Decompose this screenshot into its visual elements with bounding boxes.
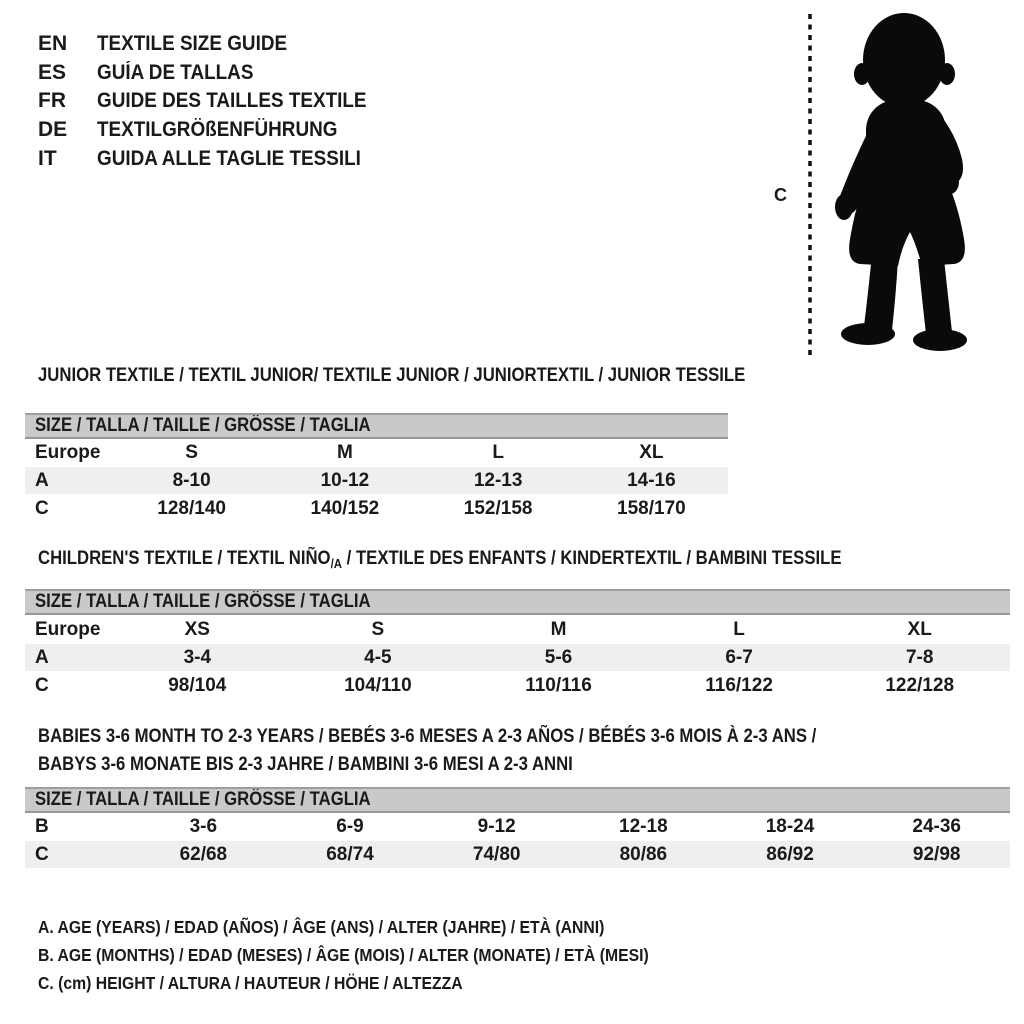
lang-title: GUÍA DE TALLAS	[97, 60, 254, 84]
lang-code: ES	[38, 60, 67, 84]
height-cell: 74/80	[472, 843, 521, 865]
lang-code: IT	[38, 146, 57, 170]
legend-line-a	[38, 913, 717, 941]
lang-code: EN	[38, 32, 68, 56]
row-label: A	[35, 469, 49, 491]
row-label: C	[35, 497, 49, 519]
table-row-age	[25, 467, 728, 494]
lang-row-es	[38, 59, 396, 88]
row-label: B	[35, 816, 49, 837]
babies-section-title-line2	[38, 754, 646, 776]
height-cell: 68/74	[326, 843, 374, 865]
lang-row-en	[38, 30, 396, 59]
junior-section-title-text: JUNIOR TEXTILE / TEXTIL JUNIOR/ TEXTILE JUNIOR / JUNIORTEXTIL / JUNIOR TESSILE	[38, 365, 746, 386]
babies-section-title-line1	[38, 726, 922, 748]
height-cell: 98/104	[168, 674, 227, 696]
table-row-height	[25, 494, 728, 523]
children-section-title	[38, 548, 951, 571]
height-cell: 62/68	[179, 843, 228, 865]
height-cell: 92/98	[912, 843, 961, 865]
lang-row-fr	[38, 87, 396, 116]
row-label: Europe	[35, 618, 101, 640]
size-cell: L	[492, 442, 504, 463]
lang-title: TEXTILE SIZE GUIDE	[97, 32, 288, 56]
height-cell: 158/170	[617, 497, 686, 519]
size-cell: XL	[907, 618, 932, 640]
size-header-label: SIZE / TALLA / TAILLE / GRÖSSE / TAGLIA	[35, 591, 371, 612]
row-label: C	[35, 843, 49, 865]
legend-line-b	[38, 941, 717, 969]
table-row-europe	[25, 439, 728, 467]
language-title-block	[38, 30, 396, 173]
legend-text: B. AGE (MONTHS) / EDAD (MESES) / ÂGE (MOIS) / ALTER (MONATE) / ETÀ (MESI)	[38, 944, 649, 965]
table-row-europe	[25, 615, 1010, 644]
height-cell: 140/152	[310, 497, 380, 519]
age-cell: 7-8	[905, 646, 934, 668]
age-cell: 14-16	[627, 469, 676, 491]
age-cell: 10-12	[320, 469, 370, 491]
table-row-height	[25, 671, 1010, 700]
age-cell: 3-4	[183, 646, 212, 668]
size-cell: M	[336, 442, 353, 463]
height-cell: 86/92	[766, 843, 814, 865]
lang-title: GUIDA ALLE TAGLIE TESSILI	[97, 146, 361, 170]
table-row-months	[25, 813, 1010, 841]
age-cell: 6-7	[725, 646, 753, 668]
size-header-row	[25, 413, 728, 439]
lang-row-de	[38, 116, 396, 145]
months-cell: 6-9	[336, 816, 364, 837]
height-cell: 128/140	[157, 497, 226, 519]
children-title-sub: /A	[330, 556, 343, 571]
age-cell: 12-13	[473, 469, 523, 491]
size-header-label: SIZE / TALLA / TAILLE / GRÖSSE / TAGLIA	[35, 789, 371, 810]
months-cell: 18-24	[765, 816, 815, 837]
lang-code: DE	[38, 118, 68, 142]
size-header-row	[25, 787, 1010, 813]
legend-text: C. (cm) HEIGHT / ALTURA / HAUTEUR / HÖHE / ALTEZZA	[38, 972, 463, 993]
row-label: Europe	[35, 442, 101, 463]
children-section-title-text	[38, 548, 841, 571]
months-cell: 12-18	[619, 816, 668, 837]
size-cell: M	[550, 618, 567, 640]
babies-title-line2-text: BABYS 3-6 MONATE BIS 2-3 JAHRE / BAMBINI 3-6 MESI A 2-3 ANNI	[38, 754, 573, 775]
babies-size-table	[25, 787, 1010, 868]
size-cell: S	[371, 618, 385, 640]
age-cell: 8-10	[172, 469, 211, 491]
children-size-table	[25, 589, 1010, 700]
lang-code: FR	[38, 89, 66, 113]
age-cell: 5-6	[544, 646, 573, 668]
row-label: A	[35, 646, 49, 668]
size-header-row	[25, 589, 1010, 615]
months-cell: 9-12	[477, 816, 516, 837]
measurement-legend	[38, 913, 717, 997]
toddler-silhouette-icon	[826, 4, 996, 360]
lang-title: GUIDE DES TAILLES TEXTILE	[97, 89, 367, 113]
height-cell: 80/86	[619, 843, 668, 865]
height-measure-dotted-line	[807, 14, 813, 365]
size-cell: S	[185, 442, 198, 463]
height-cell: 122/128	[885, 674, 955, 696]
age-cell: 4-5	[364, 646, 392, 668]
size-cell: XL	[639, 442, 664, 463]
size-header-label: SIZE / TALLA / TAILLE / GRÖSSE / TAGLIA	[35, 415, 371, 436]
height-cell: 110/116	[525, 674, 592, 696]
table-row-height	[25, 841, 1010, 868]
babies-title-line1-text: BABIES 3-6 MONTH TO 2-3 YEARS / BEBÉS 3-6 MESES A 2-3 AÑOS / BÉBÉS 3-6 MOIS À 2-3 ANS /	[38, 726, 817, 747]
size-cell: L	[733, 618, 745, 640]
lang-row-it	[38, 144, 396, 173]
junior-size-table	[25, 413, 728, 523]
height-measure-label: C	[774, 185, 787, 205]
legend-text: A. AGE (YEARS) / EDAD (AÑOS) / ÂGE (ANS) / ALTER (JAHRE) / ETÀ (ANNI)	[38, 916, 605, 937]
legend-line-c	[38, 969, 717, 997]
months-cell: 3-6	[189, 816, 218, 837]
table-row-age	[25, 644, 1010, 671]
junior-section-title	[38, 365, 842, 387]
height-cell: 152/158	[463, 497, 533, 519]
lang-title: TEXTILGRÖßENFÜHRUNG	[97, 118, 338, 142]
height-cell: 116/122	[705, 674, 773, 696]
children-title-suffix: / TEXTILE DES ENFANTS / KINDERTEXTIL / BAMBINI TESSILE	[342, 548, 842, 569]
row-label: C	[35, 674, 49, 696]
size-cell: XS	[184, 618, 210, 640]
height-cell: 104/110	[344, 674, 412, 696]
children-title-prefix: CHILDREN'S TEXTILE / TEXTIL NIÑO	[38, 548, 331, 569]
months-cell: 24-36	[912, 816, 961, 837]
